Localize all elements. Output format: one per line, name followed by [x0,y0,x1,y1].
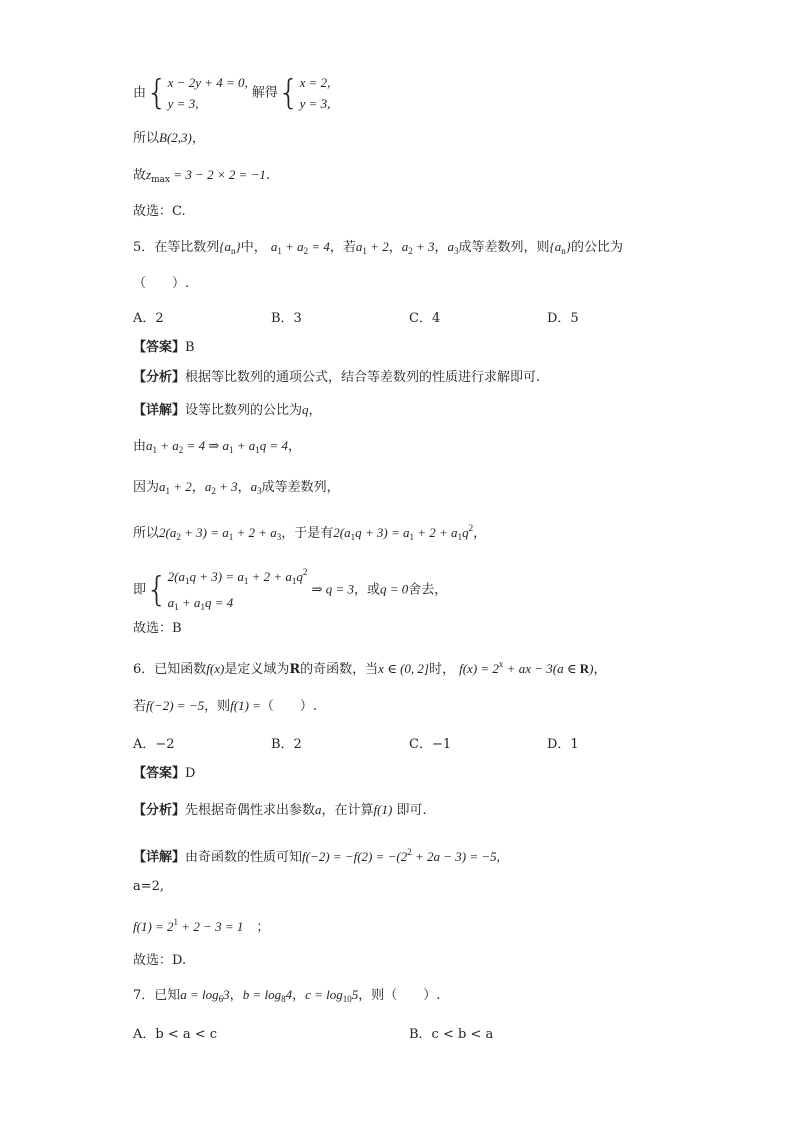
q5-step-4: 即{$2(a_1q + 3) = a_1 + 2 + a_1q^2$ $a_1 + a_1q = 4$ ⇒ q = 3，或q = 0舍去， [133,567,448,612]
q6-analysis: 【分析】先根据奇偶性求出参数a，在计算f(1) 即可. [133,802,427,818]
q5-answer: 【答案】B [133,340,195,355]
q7-option-a: A．b < a < c [133,1027,218,1042]
q5-option-b: B．3 [271,311,302,326]
q6-option-d: D．1 [547,737,579,752]
left-brace: { [277,73,300,113]
q6-stem: 6．已知函数f(x)是定义域为R的奇函数，当x ∈ (0, 2]时， $f(x) = 2^x$ + ax − 3(a ∈ R)， [133,659,607,677]
point-b-line: 所以B(2,3)， [133,130,205,146]
text: 解得 [251,85,278,101]
q6-choice: 故选：D. [133,953,187,968]
equation-system: x − 2y + 4 = 0, y = 3, [167,75,248,111]
q5-detail: 【详解】设等比数列的公比为q， [133,402,322,418]
q5-option-a: A．2 [133,311,164,326]
q6-option-c: C．−1 [409,737,452,752]
q7-stem: 7．已知$a = \log_63$，$b = \log_84$，$c = \log_{10}5$，则（ ）. [133,987,441,1004]
q6-detail: 【详解】由奇函数的性质可知$f(-2) = -f(2) = -(2^2 + 2a - 3) = -5$, [133,847,500,865]
solution-system: x = 2, y = 3, [299,75,331,111]
q5-analysis: 【分析】根据等比数列的通项公式，结合等差数列的性质进行求解即可. [133,370,541,385]
choice-line: 故选：C. [133,204,186,219]
q6-option-a: A．−2 [133,737,175,752]
q6-option-b: B．2 [271,737,302,752]
q5-step-1: 由$a_1 + a_2 = 4$ ⇒ $a_1 + a_1q = 4$， [133,438,302,455]
q5-stem: 5．在等比数列$\{a_n\}$中， $a_1 + a_2 = 4$，若$a_1 + 2$，$a_2 + 3$，$a_3$成等差数列，则$\{a_n\}$的公比为 [133,239,623,256]
z-max-line: 故$z_{max} = 3 - 2 \times 2 = -1$. [133,167,271,185]
q7-option-b: B．c < b < a [409,1027,494,1042]
left-brace: { [146,73,168,113]
text: 由 [133,85,147,101]
q5-option-d: D．5 [547,311,579,326]
q5-step-2: 因为$a_1 + 2$，$a_2 + 3$，$a_3$成等差数列， [133,479,340,496]
q6-step-a: a=2, [133,879,165,894]
q6-answer: 【答案】D [133,766,196,781]
q6-stem-2: 若f(−2) = −5，则f(1) =（ ）. [133,698,318,714]
q6-step-f1: $f(1) = 2^1 + 2 - 3 = 1$ ； [133,917,270,935]
q5-paren: （ ）. [133,276,190,291]
solve-system-line [133,72,330,114]
q5-step-3: 所以$2(a_2 + 3) = a_1 + 2 + a_3$，于是有$2(a_1q + 3) = a_1 + 2 + a_1q^2$， [133,523,487,542]
q5-choice: 故选：B [133,621,182,636]
q5-option-c: C．4 [409,311,441,326]
